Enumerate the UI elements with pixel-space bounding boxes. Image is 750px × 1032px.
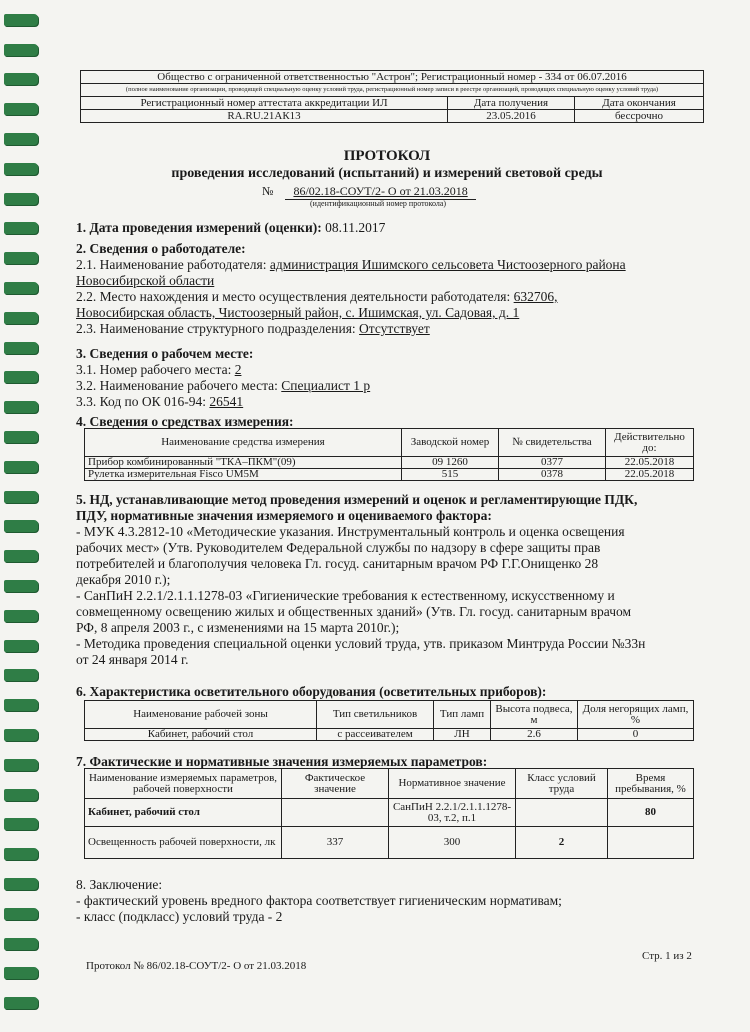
- section-7-heading: 7. Фактические и нормативные значения измеряемых параметров:: [76, 754, 488, 769]
- lighting-col: Высота подвеса, м: [491, 701, 578, 729]
- section-5-heading-a: 5. НД, устанавливающие метод проведения измерений и оценок и регламентирующие ПДК,: [76, 492, 638, 507]
- workplace-number-value: 2: [234, 362, 242, 377]
- page-number: Стр. 1 из 2: [642, 950, 692, 962]
- binding-tab: [4, 163, 38, 175]
- section-5-heading-b: ПДУ, нормативные значения измеряемого и оцениваемого фактора:: [76, 508, 492, 523]
- table-cell: 80: [608, 799, 694, 827]
- measurements-table: [84, 768, 694, 859]
- protocol-number-line: [262, 184, 476, 200]
- binding-tab: [4, 312, 38, 324]
- nd-line: - Методика проведения специальной оценки условий труда, утв. приказом Минтруда России №33н: [76, 636, 646, 651]
- employer-value-b: Новосибирской области: [76, 273, 215, 288]
- table-row: [85, 729, 694, 741]
- binding-tab: [4, 938, 38, 950]
- received-col-label: Дата получения: [448, 97, 575, 110]
- binding-tab: [4, 550, 38, 562]
- binding-tab: [4, 14, 38, 26]
- binding-tab: [4, 371, 38, 383]
- binding-tab: [4, 759, 38, 771]
- section-8-heading: 8. Заключение:: [76, 877, 163, 892]
- org-note: (полное наименование организации, проводящей специальную оценку условий труда, регистрационный номер записи в реестре организаций, проводящих специальную оценку условий труда): [81, 84, 704, 97]
- binding-tab: [4, 640, 38, 652]
- measure-col: Фактическое значение: [282, 769, 389, 799]
- table-cell: Рулетка измерительная Fisco UM5M: [85, 469, 402, 481]
- protocol-title: ПРОТОКОЛ: [343, 148, 431, 164]
- expiry-value: бессрочно: [575, 110, 704, 123]
- table-cell: 337: [282, 827, 389, 859]
- nd-line: РФ, 8 апреля 2003 г., с изменениями на 15 марта 2010г.);: [76, 620, 400, 635]
- workplace-name-value: Специалист 1 р: [281, 378, 371, 393]
- binding-tab: [4, 103, 38, 115]
- binding-tab: [4, 491, 38, 503]
- employer-value-a: администрация Ишимского сельсовета Чистоозерного района: [269, 257, 626, 272]
- table-cell: [608, 827, 694, 859]
- binding-tab: [4, 818, 38, 830]
- ok-code-label: 3.3. Код по ОК 016-94:: [76, 394, 207, 409]
- binding-tab: [4, 44, 38, 56]
- binding-tab: [4, 699, 38, 711]
- nd-line: совмещенному освещению жилых и общественных зданий» (Утв. Гл. госуд. санитарным врачом: [76, 604, 632, 619]
- ok-code-value: 26541: [209, 394, 244, 409]
- table-cell: 2.6: [491, 729, 578, 741]
- table-cell: [516, 799, 608, 827]
- table-cell: 22.05.2018: [606, 469, 694, 481]
- section-6-heading: 6. Характеристика осветительного оборудования (осветительных приборов):: [76, 684, 547, 699]
- lighting-col: Тип светильников: [317, 701, 434, 729]
- footer-protocol: Протокол № 86/02.18-СОУТ/2- О от 21.03.2018: [86, 960, 307, 972]
- section-1: [76, 220, 385, 236]
- table-cell: 0378: [499, 469, 606, 481]
- nd-line: от 24 января 2014 г.: [76, 652, 189, 667]
- lighting-col: Доля негорящих ламп, %: [578, 701, 694, 729]
- department-value: Отсутствует: [359, 321, 430, 336]
- workplace-number-label: 3.1. Номер рабочего места:: [76, 362, 232, 377]
- table-cell: Кабинет, рабочий стол: [85, 729, 317, 741]
- location-label: 2.2. Место нахождения и место осуществления деятельности работодателя:: [76, 289, 511, 304]
- binding-tab: [4, 73, 38, 85]
- lighting-col: Тип ламп: [434, 701, 491, 729]
- nd-line: рабочих мест» (Утв. Руководителем Федеральной службы по надзору в сфере защиты прав: [76, 540, 601, 555]
- table-cell: Прибор комбинированный "ТКА–ПКМ"(09): [85, 457, 402, 469]
- conclusion-line: - класс (подкласс) условий труда - 2: [76, 909, 283, 924]
- measure-col: Класс условий труда: [516, 769, 608, 799]
- binding-tab: [4, 282, 38, 294]
- table-cell: Кабинет, рабочий стол: [85, 799, 282, 827]
- expiry-col-label: Дата окончания: [575, 97, 704, 110]
- section-8: [76, 877, 716, 925]
- nd-line: потребителей и благополучия человека Гл. госуд. санитарным врачом РФ Г.Г.Онищенко 28: [76, 556, 599, 571]
- instruments-col: Наименование средства измерения: [85, 429, 402, 457]
- measure-col: Время пребывания, %: [608, 769, 694, 799]
- section-3: [76, 346, 706, 410]
- instruments-col: Заводской номер: [402, 429, 499, 457]
- table-cell: Освещенность рабочей поверхности, лк: [85, 827, 282, 859]
- nd-line: - МУК 4.3.2812-10 «Методические указания. Инструментальный контроль и оценка освещения: [76, 524, 625, 539]
- accr-value: RA.RU.21АК13: [81, 110, 448, 123]
- table-cell: 22.05.2018: [606, 457, 694, 469]
- nd-line: - СанПиН 2.2.1/2.1.1.1278-03 «Гигиенические требования к естественному, искусственному и: [76, 588, 615, 603]
- binding-tab: [4, 729, 38, 741]
- section-2-heading: 2. Сведения о работодателе:: [76, 241, 246, 256]
- lighting-col: Наименование рабочей зоны: [85, 701, 317, 729]
- section-5: [76, 492, 716, 668]
- binding-tab: [4, 848, 38, 860]
- table-cell: 515: [402, 469, 499, 481]
- table-cell: [282, 799, 389, 827]
- measurement-date: 08.11.2017: [325, 220, 386, 235]
- binding-tab: [4, 342, 38, 354]
- binding-tab: [4, 878, 38, 890]
- table-cell: СанПиН 2.2.1/2.1.1.1278-03, т.2, п.1: [389, 799, 516, 827]
- workplace-name-label: 3.2. Наименование рабочего места:: [76, 378, 278, 393]
- instruments-col: № свидетельства: [499, 429, 606, 457]
- binding-tab: [4, 967, 38, 979]
- section-1-heading: 1. Дата проведения измерений (оценки):: [76, 220, 322, 235]
- table-cell: ЛН: [434, 729, 491, 741]
- measure-col: Наименование измеряемых параметров, рабочей поверхности: [85, 769, 282, 799]
- table-cell: 300: [389, 827, 516, 859]
- binding-strip: [0, 0, 46, 1032]
- protocol-subtitle: проведения исследований (испытаний) и измерений световой среды: [171, 166, 603, 181]
- protocol-number: 86/02.18-СОУТ/2- О от 21.03.2018: [285, 184, 475, 200]
- binding-tab: [4, 908, 38, 920]
- org-line: Общество с ограниченной ответственностью "Астрон"; Регистрационный номер - 334 от 06.07.2016: [81, 71, 704, 84]
- binding-tab: [4, 222, 38, 234]
- instruments-col: Действительно до:: [606, 429, 694, 457]
- binding-tab: [4, 580, 38, 592]
- binding-tab: [4, 997, 38, 1009]
- table-row: [85, 469, 694, 481]
- document-page: [62, 0, 712, 1032]
- lab-header-table: [80, 70, 704, 123]
- binding-tab: [4, 520, 38, 532]
- nd-line: декабря 2010 г.);: [76, 572, 171, 587]
- section-3-heading: 3. Сведения о рабочем месте:: [76, 346, 254, 361]
- protocol-number-note: (идентификационный номер протокола): [310, 199, 447, 208]
- binding-tab: [4, 789, 38, 801]
- table-cell: с рассеивателем: [317, 729, 434, 741]
- binding-tab: [4, 669, 38, 681]
- number-sign: №: [262, 184, 274, 198]
- location-value-a: 632706,: [513, 289, 558, 304]
- location-value-b: Новосибирская область, Чистоозерный район, с. Ишимская, ул. Садовая, д. 1: [76, 305, 520, 320]
- employer-label: 2.1. Наименование работодателя:: [76, 257, 267, 272]
- table-cell: 0377: [499, 457, 606, 469]
- instruments-table: [84, 428, 694, 481]
- binding-tab: [4, 133, 38, 145]
- department-label: 2.3. Наименование структурного подразделения:: [76, 321, 356, 336]
- conclusion-line: - фактический уровень вредного фактора соответствует гигиеническим нормативам;: [76, 893, 562, 908]
- table-row: [85, 827, 694, 859]
- binding-tab: [4, 193, 38, 205]
- table-cell: 2: [516, 827, 608, 859]
- table-cell: 09 1260: [402, 457, 499, 469]
- section-4-heading: 4. Сведения о средствах измерения:: [76, 414, 294, 429]
- binding-tab: [4, 431, 38, 443]
- binding-tab: [4, 610, 38, 622]
- measure-col: Нормативное значение: [389, 769, 516, 799]
- table-row: [85, 799, 694, 827]
- lighting-equipment-table: [84, 700, 694, 741]
- binding-tab: [4, 461, 38, 473]
- received-value: 23.05.2016: [448, 110, 575, 123]
- binding-tab: [4, 252, 38, 264]
- accr-col-label: Регистрационный номер аттестата аккредитации ИЛ: [81, 97, 448, 110]
- binding-tab: [4, 401, 38, 413]
- table-row: [85, 457, 694, 469]
- section-2: [76, 241, 706, 337]
- table-cell: 0: [578, 729, 694, 741]
